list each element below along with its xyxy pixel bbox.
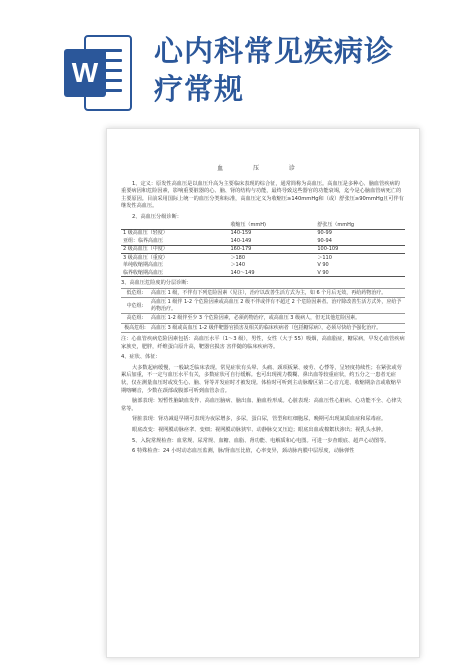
document-title-line1: 心内科常见疾病诊	[154, 34, 395, 68]
table-cell: V 90	[315, 269, 405, 277]
word-icon-badge: W	[64, 49, 106, 97]
table-row	[121, 229, 405, 237]
table-cell: 2 级高血压（中度）	[121, 245, 228, 253]
document-banner	[0, 0, 474, 122]
table-header-cell: 收缩压（mmH)	[228, 222, 315, 230]
table-cell: 1 级高血压（轻度）	[123, 230, 168, 237]
risk-level-label: 极高危组:	[124, 324, 146, 331]
risk-level-description: 高血压 3 级或高血压 1-2 级伴靶器官损害及相关的临床疾病者（包括糖尿病），必须尽快给予强化治疗。	[151, 324, 382, 331]
risk-level-label: 高危组:	[126, 315, 144, 322]
risk-level-description: 高血压 1 级，不伴有下列危险因素（见注），治疗以改善生活方式为主，如 6 个月后无效，再给药物治疗。	[151, 290, 387, 296]
paragraph-grading: 2、高血压分级诊断：	[132, 213, 182, 220]
table-cell: 160-179	[228, 245, 315, 253]
paragraph-risk-stratification: 3、高血压危险度的分层诊断：	[121, 280, 192, 287]
table-cell: 140-159	[230, 230, 252, 237]
table-row	[121, 262, 405, 269]
table-header-row	[121, 222, 405, 230]
document-body	[121, 143, 405, 649]
paragraph-admission-tests: 5、入院常规检查：血常规、尿常规、血糖、血脂、肾功能、电解质和心电图。可进一步查眼底、超声心动图等。	[132, 437, 390, 444]
section-heading: 血 压 诊	[217, 165, 309, 172]
table-header-cell: 舒张压（mmHg	[315, 222, 405, 230]
table-row	[121, 245, 405, 253]
table-row	[121, 237, 405, 245]
paragraph-symptoms-heading: 4、症状、体征：	[121, 354, 161, 361]
table-cell: 亚组：临界高血压	[123, 237, 164, 244]
paragraph-definition: 1、定义：原发性高血压是以血压升高为主要临床表现的综合征，通常简称为高血压。高血压是多种心、脑血管疾病的重要病因和危险因素，影响重要脏器的心、脑、肾的结构与功能，最终导致这些器官的功能衰竭，迄今是心脑血管病死亡的主要原因。目前采用国际上统一的血压分类和标准，高血压定义为收缩压≥140mmHg和（或）舒张压≥90mmHg且可伴有继发性高血压。	[121, 180, 404, 210]
table-row	[121, 289, 405, 298]
table-row	[121, 254, 405, 262]
risk-level-label: 中危组:	[126, 302, 144, 309]
table-cell: 单纯收缩期高血压	[123, 262, 164, 269]
risk-level-description: 高血压 1 级伴 1-2 个危险因素或高血压 2 级不伴或伴有不超过 2 个危险因素者。治疗除改善生活方式外，应给予药物治疗。	[151, 299, 402, 312]
table-cell: 90-99	[317, 230, 332, 237]
table-cell: 140～149	[228, 269, 315, 277]
table-row	[121, 269, 405, 277]
paragraph-brain-heart: 脑部表现：短暂性脑缺血发作、高血压脑病、脑出血、脑血栓形成。心脏表现：高血压性心脏病、心功能不全、心律失常等。	[121, 398, 402, 412]
paragraph-symptoms: 大多数起病缓慢，一般缺乏临床表现。常见症状有头晕、头痛、颈项板紧、疲劳、心悸等，呈轻度持续性；在紧张或劳累后加重，不一定与血压水平有关，多数症状可自行缓解。也可出现视力模糊、鼻出血等较重症状，约五分之一患者无症状，仅在测量血压时或发生心、脑、肾等并发症时才被发现。体检时可听到主动脉瓣区第二心音亢进、收缩期杂音或收缩早期喀喇音，少数在颈部或腹部可听到血管杂音。	[121, 364, 402, 394]
table-cell: 3 级高血压（重度）	[121, 254, 228, 262]
risk-level-label: 低危组:	[126, 290, 144, 296]
table-cell: V 90	[317, 262, 329, 269]
table-cell: ＞140	[230, 262, 245, 269]
table-row	[121, 298, 405, 314]
table-cell: 100-109	[315, 245, 405, 253]
word-icon	[64, 35, 132, 111]
risk-level-description: 高血压 1-2 级伴至少 3 个危险因素，必须药物治疗，或高血压 3 级病人，但无其他危险因素。	[151, 315, 361, 322]
paragraph-kidney: 肾脏表现：肾功减退早期可表现为夜尿增多，多尿，蛋白尿，管型和红细胞尿，晚期可出现氮质血症和尿毒症。	[132, 416, 387, 423]
table-cell: ＞110	[315, 254, 405, 262]
table-cell: 临界收缩期高血压	[121, 269, 228, 277]
risk-stratification-table	[121, 288, 405, 333]
paragraph-note: 注：心血管疾病危险因素包括：高血压水平（1～3 级），男性，女性（大于 55）吸烟，高血脂症，糖尿病，早发心血管疾病家族史，肥胖，纤维蛋白原升高，靶器官损害 害伴随的临床疾病等。	[121, 336, 405, 350]
document-title	[154, 32, 454, 108]
table-header-cell	[121, 222, 228, 230]
table-row	[121, 314, 405, 323]
document-page-preview[interactable]	[106, 128, 420, 658]
table-cell: ＞180	[228, 254, 315, 262]
document-title-line2: 疗常规	[154, 72, 245, 106]
bp-grading-table	[121, 222, 405, 278]
table-cell: 140-149	[230, 237, 252, 244]
table-cell: 90-94	[317, 237, 332, 244]
paragraph-special-tests: 6 特殊检查：24 小时动态血压监测，脉/肾血压比值，心率变异，颈动脉内膜中层厚度，动脉弹性	[132, 448, 355, 455]
table-row	[121, 323, 405, 332]
paragraph-fundus: 眼底改变：视网膜动脉痉挛、变细；视网膜动脉狭窄、动静脉交叉压迫；眼底出血或棉絮状渗出；视乳头水肿。	[132, 426, 387, 433]
